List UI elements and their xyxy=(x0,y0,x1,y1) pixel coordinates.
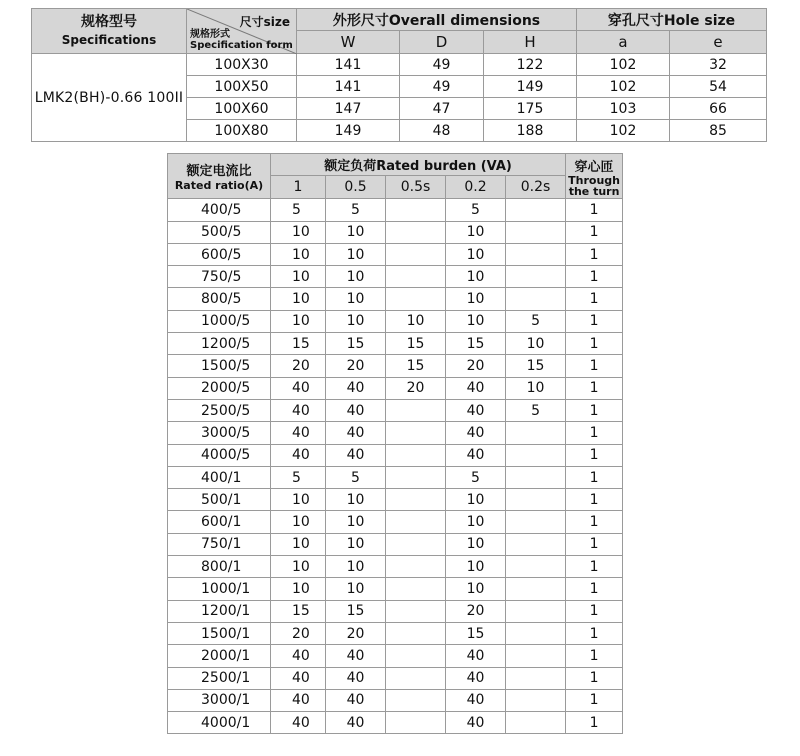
class-0-2s-cell xyxy=(506,489,566,511)
size-form-header xyxy=(187,9,297,54)
class-0-2-cell: 5 xyxy=(446,199,506,221)
w-cell: 149 xyxy=(297,120,400,142)
rated-ratio-header-en: Rated ratio(A) xyxy=(174,179,264,193)
class-0-5-cell: 10 xyxy=(326,243,386,265)
class-0-5s-cell xyxy=(386,712,446,734)
class-0-2-cell: 10 xyxy=(446,556,506,578)
through-turn-cell: 1 xyxy=(566,444,623,466)
h-cell: 175 xyxy=(484,98,577,120)
class-0-2s-cell xyxy=(506,600,566,622)
class-0-5-cell: 10 xyxy=(326,310,386,332)
table-row xyxy=(168,221,623,243)
a-cell: 102 xyxy=(577,76,670,98)
class-1-cell: 40 xyxy=(271,712,326,734)
through-turn-cell: 1 xyxy=(566,712,623,734)
class-1-cell: 40 xyxy=(271,667,326,689)
class-0-5s-cell: 20 xyxy=(386,377,446,399)
class-0-5s-cell xyxy=(386,622,446,644)
e-cell: 85 xyxy=(670,120,767,142)
e-cell: 66 xyxy=(670,98,767,120)
class-0-2-cell: 10 xyxy=(446,511,506,533)
rated-burden-body xyxy=(168,199,623,734)
class-0-2s-cell xyxy=(506,689,566,711)
ratio-cell: 4000/1 xyxy=(168,712,271,734)
class-1-cell: 10 xyxy=(271,221,326,243)
class-0-5-cell: 10 xyxy=(326,578,386,600)
col-d-header: D xyxy=(400,31,484,54)
spec-header-cn: 规格型号 xyxy=(81,14,137,30)
table-row xyxy=(168,310,623,332)
table-row xyxy=(168,399,623,421)
ratio-cell: 800/5 xyxy=(168,288,271,310)
class-0-2-cell: 15 xyxy=(446,333,506,355)
class-1-cell: 10 xyxy=(271,578,326,600)
ratio-cell: 600/5 xyxy=(168,243,271,265)
class-0-2-cell: 10 xyxy=(446,578,506,600)
class-0-2s-cell: 5 xyxy=(506,399,566,421)
through-turn-cell: 1 xyxy=(566,288,623,310)
table-row xyxy=(168,355,623,377)
table-row xyxy=(168,489,623,511)
table-row xyxy=(168,422,623,444)
table-row xyxy=(168,466,623,488)
class-0-2s-cell: 10 xyxy=(506,377,566,399)
ratio-cell: 1000/1 xyxy=(168,578,271,600)
class-0-2-cell: 20 xyxy=(446,355,506,377)
hole-size-header: 穿孔尺寸Hole size xyxy=(577,9,767,31)
class-1-cell: 40 xyxy=(271,444,326,466)
through-turn-cell: 1 xyxy=(566,578,623,600)
class-0-2s-cell: 15 xyxy=(506,355,566,377)
w-cell: 141 xyxy=(297,54,400,76)
ratio-cell: 3000/5 xyxy=(168,422,271,444)
class-0-5s-cell xyxy=(386,689,446,711)
d-cell: 49 xyxy=(400,54,484,76)
ratio-cell: 2000/5 xyxy=(168,377,271,399)
class-0-5-cell: 15 xyxy=(326,333,386,355)
table-row xyxy=(168,556,623,578)
h-cell: 149 xyxy=(484,76,577,98)
overall-dimensions-header: 外形尺寸Overall dimensions xyxy=(297,9,577,31)
class-0-5-cell: 10 xyxy=(326,511,386,533)
through-turn-cell: 1 xyxy=(566,689,623,711)
class-1-cell: 15 xyxy=(271,600,326,622)
h-cell: 122 xyxy=(484,54,577,76)
table-row xyxy=(168,377,623,399)
table-row xyxy=(168,333,623,355)
table-row xyxy=(168,444,623,466)
class-0-5s-cell: 15 xyxy=(386,333,446,355)
ratio-cell: 500/5 xyxy=(168,221,271,243)
class-0-2s-cell xyxy=(506,645,566,667)
form-label-en: Specification form xyxy=(190,40,293,51)
h-cell: 188 xyxy=(484,120,577,142)
class-0-2s-cell xyxy=(506,266,566,288)
rated-burden-header: 额定负荷Rated burden (VA) xyxy=(271,154,566,176)
class-0-5s-cell xyxy=(386,489,446,511)
ratio-cell: 400/5 xyxy=(168,199,271,221)
through-turn-cell: 1 xyxy=(566,377,623,399)
through-turn-cell: 1 xyxy=(566,489,623,511)
ratio-cell: 400/1 xyxy=(168,466,271,488)
class-0-2-cell: 40 xyxy=(446,645,506,667)
ratio-cell: 2000/1 xyxy=(168,645,271,667)
class-1-cell: 40 xyxy=(271,422,326,444)
class-0-5-cell: 40 xyxy=(326,444,386,466)
class-0-5-cell: 20 xyxy=(326,355,386,377)
class-0-2-cell: 10 xyxy=(446,310,506,332)
form-label-cn: 规格形式 xyxy=(190,29,230,40)
class-0-5s-cell xyxy=(386,533,446,555)
ratio-cell: 800/1 xyxy=(168,556,271,578)
class-0-5-cell: 40 xyxy=(326,399,386,421)
class-1-cell: 5 xyxy=(271,199,326,221)
class-0-2s-cell xyxy=(506,556,566,578)
ratio-cell: 600/1 xyxy=(168,511,271,533)
class-0-5-cell: 10 xyxy=(326,533,386,555)
class-0-2s-cell xyxy=(506,243,566,265)
ratio-cell: 1000/5 xyxy=(168,310,271,332)
d-cell: 48 xyxy=(400,120,484,142)
class-0-2-cell: 40 xyxy=(446,422,506,444)
d-cell: 49 xyxy=(400,76,484,98)
class-1-header: 1 xyxy=(271,176,326,199)
e-cell: 32 xyxy=(670,54,767,76)
rated-burden-table xyxy=(167,153,623,734)
table-row xyxy=(168,578,623,600)
class-0-2s-cell xyxy=(506,466,566,488)
through-turn-cell: 1 xyxy=(566,399,623,421)
class-1-cell: 40 xyxy=(271,689,326,711)
ratio-cell: 1200/1 xyxy=(168,600,271,622)
a-cell: 103 xyxy=(577,98,670,120)
class-0-5s-cell xyxy=(386,667,446,689)
class-0-2-cell: 40 xyxy=(446,444,506,466)
class-0-2-cell: 10 xyxy=(446,489,506,511)
class-0-2-cell: 10 xyxy=(446,288,506,310)
class-0-2s-cell xyxy=(506,622,566,644)
ratio-cell: 1500/5 xyxy=(168,355,271,377)
class-0-2s-cell xyxy=(506,221,566,243)
ratio-cell: 750/1 xyxy=(168,533,271,555)
class-0-2s-header: 0.2s xyxy=(506,176,566,199)
class-0-2-cell: 10 xyxy=(446,533,506,555)
spec-header xyxy=(32,9,187,54)
table-row xyxy=(168,511,623,533)
class-0-2-cell: 5 xyxy=(446,466,506,488)
through-turn-header xyxy=(566,154,623,199)
ratio-cell: 1500/1 xyxy=(168,622,271,644)
table-row xyxy=(168,689,623,711)
class-0-2s-cell xyxy=(506,578,566,600)
through-turn-cell: 1 xyxy=(566,511,623,533)
through-turn-cell: 1 xyxy=(566,199,623,221)
class-0-5s-cell xyxy=(386,199,446,221)
through-turn-cell: 1 xyxy=(566,556,623,578)
class-0-5s-cell: 15 xyxy=(386,355,446,377)
table-row xyxy=(168,712,623,734)
w-cell: 141 xyxy=(297,76,400,98)
class-1-cell: 15 xyxy=(271,333,326,355)
class-0-5s-cell xyxy=(386,399,446,421)
class-0-5s-cell xyxy=(386,288,446,310)
a-cell: 102 xyxy=(577,120,670,142)
col-w-header: W xyxy=(297,31,400,54)
through-turn-cell: 1 xyxy=(566,466,623,488)
through-turn-header-en-1: Through xyxy=(568,173,620,187)
class-0-2-cell: 40 xyxy=(446,689,506,711)
table-row xyxy=(168,622,623,644)
class-0-2-cell: 40 xyxy=(446,712,506,734)
class-1-cell: 20 xyxy=(271,355,326,377)
class-0-5s-cell xyxy=(386,556,446,578)
table-row xyxy=(168,533,623,555)
col-h-header: H xyxy=(484,31,577,54)
class-0-2-cell: 10 xyxy=(446,221,506,243)
class-0-2s-cell xyxy=(506,712,566,734)
spec-header-en: Specifications xyxy=(61,33,157,47)
w-cell: 147 xyxy=(297,98,400,120)
a-cell: 102 xyxy=(577,54,670,76)
ratio-cell: 2500/5 xyxy=(168,399,271,421)
dimensions-table xyxy=(31,8,767,142)
col-a-header: a xyxy=(577,31,670,54)
table-row xyxy=(168,266,623,288)
class-0-5s-cell xyxy=(386,645,446,667)
class-0-5-cell: 10 xyxy=(326,221,386,243)
class-0-5-cell: 5 xyxy=(326,199,386,221)
class-0-5-cell: 5 xyxy=(326,466,386,488)
table-row xyxy=(168,645,623,667)
class-0-2-cell: 40 xyxy=(446,399,506,421)
class-1-cell: 10 xyxy=(271,310,326,332)
class-0-5s-cell xyxy=(386,511,446,533)
class-1-cell: 10 xyxy=(271,556,326,578)
ratio-cell: 4000/5 xyxy=(168,444,271,466)
class-0-5s-cell xyxy=(386,444,446,466)
class-0-2s-cell xyxy=(506,422,566,444)
class-0-2s-cell xyxy=(506,288,566,310)
through-turn-cell: 1 xyxy=(566,600,623,622)
form-cell: 100X50 xyxy=(187,76,297,98)
d-cell: 47 xyxy=(400,98,484,120)
class-0-5-cell: 10 xyxy=(326,288,386,310)
table-row xyxy=(32,54,767,76)
class-0-5-cell: 10 xyxy=(326,266,386,288)
ratio-cell: 750/5 xyxy=(168,266,271,288)
class-0-5-cell: 10 xyxy=(326,489,386,511)
class-0-2s-cell xyxy=(506,199,566,221)
class-0-5s-cell xyxy=(386,422,446,444)
table-row xyxy=(168,288,623,310)
col-e-header: e xyxy=(670,31,767,54)
size-label: 尺寸size xyxy=(239,15,290,29)
class-0-2-cell: 40 xyxy=(446,667,506,689)
class-0-5s-cell xyxy=(386,466,446,488)
through-turn-cell: 1 xyxy=(566,355,623,377)
class-1-cell: 10 xyxy=(271,266,326,288)
table-row xyxy=(168,600,623,622)
model-cell: LMK2(BH)-0.66 100II xyxy=(32,54,187,142)
class-0-5-cell: 40 xyxy=(326,422,386,444)
through-turn-cell: 1 xyxy=(566,667,623,689)
class-0-2s-cell xyxy=(506,444,566,466)
class-0-5-cell: 40 xyxy=(326,645,386,667)
class-1-cell: 40 xyxy=(271,377,326,399)
class-0-5s-cell xyxy=(386,243,446,265)
ratio-cell: 1200/5 xyxy=(168,333,271,355)
rated-ratio-header-cn: 额定电流比 xyxy=(186,164,252,180)
class-0-5-cell: 40 xyxy=(326,689,386,711)
class-0-5-cell: 20 xyxy=(326,622,386,644)
class-0-2s-cell: 10 xyxy=(506,333,566,355)
class-0-2-cell: 15 xyxy=(446,622,506,644)
class-0-5-cell: 15 xyxy=(326,600,386,622)
e-cell: 54 xyxy=(670,76,767,98)
table-row xyxy=(168,199,623,221)
class-0-2s-cell xyxy=(506,667,566,689)
class-1-cell: 10 xyxy=(271,511,326,533)
class-0-5s-header: 0.5s xyxy=(386,176,446,199)
through-turn-cell: 1 xyxy=(566,310,623,332)
table-row xyxy=(168,243,623,265)
through-turn-cell: 1 xyxy=(566,645,623,667)
ratio-cell: 2500/1 xyxy=(168,667,271,689)
class-0-5-cell: 40 xyxy=(326,712,386,734)
class-1-cell: 20 xyxy=(271,622,326,644)
class-0-2-header: 0.2 xyxy=(446,176,506,199)
class-0-5-cell: 40 xyxy=(326,377,386,399)
class-0-5s-cell xyxy=(386,266,446,288)
class-1-cell: 10 xyxy=(271,489,326,511)
class-1-cell: 40 xyxy=(271,645,326,667)
class-0-2s-cell xyxy=(506,533,566,555)
class-0-5s-cell: 10 xyxy=(386,310,446,332)
form-label xyxy=(190,29,293,51)
class-1-cell: 40 xyxy=(271,399,326,421)
class-0-5-cell: 10 xyxy=(326,556,386,578)
table-row xyxy=(168,667,623,689)
class-0-2-cell: 40 xyxy=(446,377,506,399)
form-cell: 100X60 xyxy=(187,98,297,120)
through-turn-cell: 1 xyxy=(566,622,623,644)
through-turn-header-cn: 穿心匝 xyxy=(574,159,614,175)
form-cell: 100X80 xyxy=(187,120,297,142)
through-turn-cell: 1 xyxy=(566,266,623,288)
class-0-5-header: 0.5 xyxy=(326,176,386,199)
rated-ratio-header xyxy=(168,154,271,199)
class-0-2-cell: 10 xyxy=(446,243,506,265)
class-0-5s-cell xyxy=(386,221,446,243)
ratio-cell: 500/1 xyxy=(168,489,271,511)
class-1-cell: 5 xyxy=(271,466,326,488)
class-1-cell: 10 xyxy=(271,288,326,310)
through-turn-cell: 1 xyxy=(566,243,623,265)
through-turn-cell: 1 xyxy=(566,533,623,555)
class-0-2s-cell xyxy=(506,511,566,533)
through-turn-header-en-2: the turn xyxy=(568,184,620,198)
form-cell: 100X30 xyxy=(187,54,297,76)
class-0-5s-cell xyxy=(386,600,446,622)
class-1-cell: 10 xyxy=(271,533,326,555)
class-0-5s-cell xyxy=(386,578,446,600)
through-turn-cell: 1 xyxy=(566,221,623,243)
through-turn-cell: 1 xyxy=(566,333,623,355)
class-0-2s-cell: 5 xyxy=(506,310,566,332)
through-turn-cell: 1 xyxy=(566,422,623,444)
ratio-cell: 3000/1 xyxy=(168,689,271,711)
class-0-2-cell: 20 xyxy=(446,600,506,622)
class-0-5-cell: 40 xyxy=(326,667,386,689)
class-1-cell: 10 xyxy=(271,243,326,265)
class-0-2-cell: 10 xyxy=(446,266,506,288)
